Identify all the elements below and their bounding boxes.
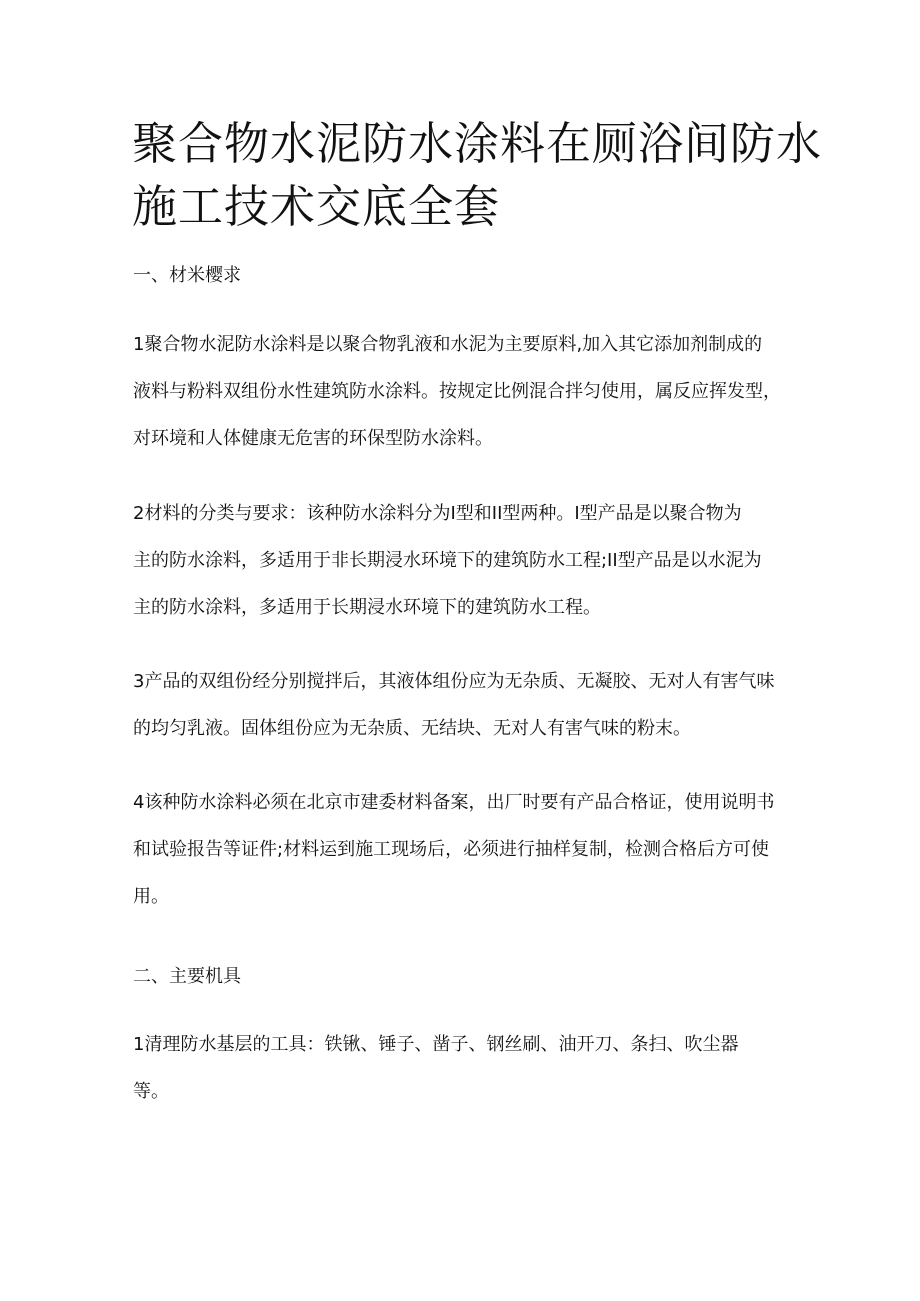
section-heading-tools bbox=[133, 953, 813, 1000]
paragraph-line: 2材料的分类与要求：该种防水涂料分为I型和II型两种。I型产品是以聚合物为 bbox=[133, 503, 742, 524]
paragraph-line: 和试验报告等证件;材料运到施工现场后，必须进行抽样复制，检测合格后方可使 bbox=[133, 839, 770, 860]
paragraph-3 bbox=[133, 658, 813, 752]
section-heading-text: 二、主要机具 bbox=[133, 966, 241, 987]
paragraph-line: 对环境和人体健康无危害的环保型防水涂料。 bbox=[133, 428, 493, 449]
paragraph-line: 1聚合物水泥防水涂料是以聚合物乳液和水泥为主要原料,加入其它添加剂制成的 bbox=[133, 334, 763, 355]
paragraph-2 bbox=[133, 490, 813, 631]
paragraph-4 bbox=[133, 779, 813, 920]
paragraph-5 bbox=[133, 1021, 813, 1115]
paragraph-line: 用。 bbox=[133, 886, 169, 907]
title-line-2: 施工技术交底全套 bbox=[132, 180, 501, 233]
paragraph-line: 液料与粉料双组份水性建筑防水涂料。按规定比例混合拌匀使用，属反应挥发型， bbox=[133, 381, 781, 402]
section-heading-text: 一、材米樱求 bbox=[133, 265, 241, 286]
paragraph-line: 主的防水涂料，多适用于长期浸水环境下的建筑防水工程。 bbox=[133, 597, 601, 618]
paragraph-1 bbox=[133, 321, 813, 462]
paragraph-line: 3产品的双组份经分别搅拌后，其液体组份应为无杂质、无凝胶、无对人有害气味 bbox=[133, 671, 775, 692]
paragraph-line: 1清理防水基层的工具：铁锹、锤子、凿子、钢丝刷、油开刀、条扫、吹尘器 bbox=[133, 1034, 739, 1055]
paragraph-line: 4该种防水涂料必须在北京市建委材料备案，出厂时要有产品合格证，使用说明书 bbox=[133, 792, 775, 813]
document-title bbox=[132, 112, 823, 238]
section-heading-materials bbox=[133, 252, 813, 299]
title-line-1: 聚合物水泥防水涂料在厕浴间防水 bbox=[132, 117, 823, 170]
paragraph-line: 主的防水涂料，多适用于非长期浸水环境下的建筑防水工程;II型产品是以水泥为 bbox=[133, 550, 762, 571]
paragraph-line: 等。 bbox=[133, 1081, 169, 1102]
paragraph-line: 的均匀乳液。固体组份应为无杂质、无结块、无对人有害气味的粉末。 bbox=[133, 718, 691, 739]
